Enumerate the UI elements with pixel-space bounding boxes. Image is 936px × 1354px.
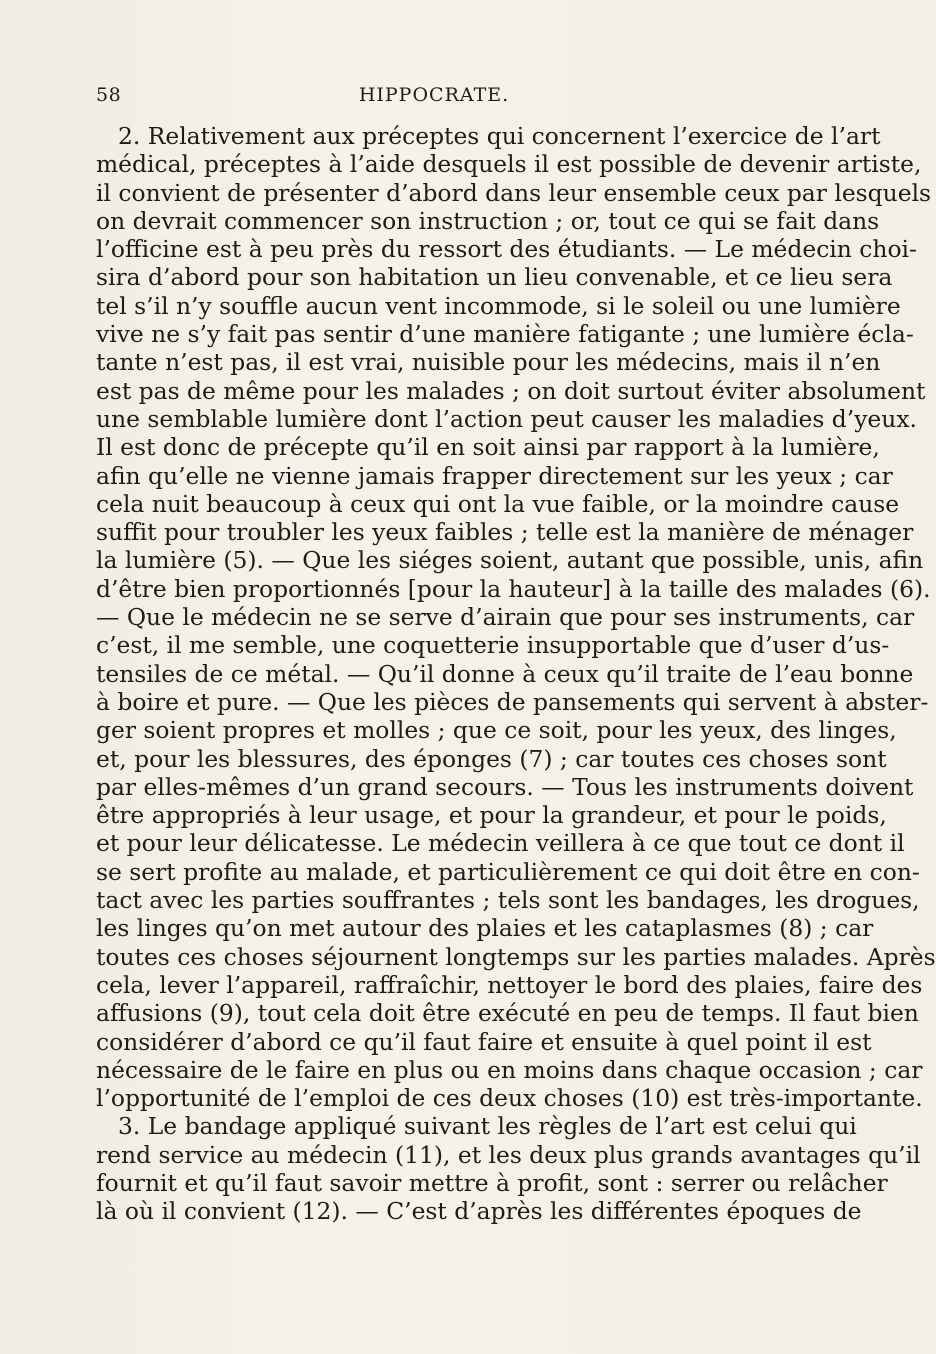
text-line: l’officine est à peu près du ressort des étudiants. — Le médecin choi- — [96, 235, 917, 264]
text-line: tante n’est pas, il est vrai, nuisible pour les médecins, mais il n’en — [96, 348, 881, 377]
page-number: 58 — [96, 84, 122, 106]
text-line: vive ne s’y fait pas sentir d’une manière fatigante ; une lumière écla- — [96, 320, 914, 349]
text-line: être appropriés à leur usage, et pour la grandeur, et pour le poids, — [96, 801, 887, 830]
text-line: une semblable lumière dont l’action peut causer les maladies d’yeux. — [96, 404, 917, 433]
text-line: la lumière (5). — Que les siéges soient, autant que possible, unis, afin — [96, 546, 924, 575]
text-line: là où il convient (12). — C’est d’après les différentes époques de — [96, 1197, 862, 1226]
text-line: on devrait commencer son instruction ; or, tout ce qui se fait dans — [96, 206, 880, 235]
text-line: ger soient propres et molles ; que ce soit, pour les yeux, des linges, — [96, 716, 897, 745]
running-title: HIPPOCRATE. — [358, 84, 510, 106]
text-line: suffit pour troubler les yeux faibles ; telle est la manière de ménager — [96, 518, 914, 547]
text-line: à boire et pure. — Que les pièces de pansements qui servent à abster- — [96, 687, 929, 716]
text-line: Il est donc de précepte qu’il en soit ainsi par rapport à la lumière, — [96, 433, 880, 462]
body-text — [96, 122, 936, 1226]
text-line: 2. Relativement aux préceptes qui concernent l’exercice de l’art — [118, 122, 881, 150]
text-line: est pas de même pour les malades ; on doit surtout éviter absolument — [96, 376, 926, 405]
text-line: tensiles de ce métal. — Qu’il donne à ceux qu’il traite de l’eau bonne — [96, 659, 914, 688]
text-line: cela nuit beaucoup à ceux qui ont la vue faible, or la moindre cause — [96, 489, 900, 518]
text-line: afin qu’elle ne vienne jamais frapper directement sur les yeux ; car — [96, 461, 893, 490]
text-line: il convient de présenter d’abord dans leur ensemble ceux par lesquels — [96, 178, 932, 207]
text-line: médical, préceptes à l’aide desquels il est possible de devenir artiste, — [96, 150, 922, 179]
text-line: sira d’abord pour son habitation un lieu convenable, et ce lieu sera — [96, 263, 893, 292]
text-line: l’opportunité de l’emploi de ces deux choses (10) est très-importante. — [96, 1084, 923, 1113]
text-line: par elles-mêmes d’un grand secours. — Tous les instruments doivent — [96, 772, 914, 801]
text-line: 3. Le bandage appliqué suivant les règles de l’art est celui qui — [118, 1112, 857, 1141]
text-line: c’est, il me semble, une coquetterie insupportable que d’user d’us- — [96, 631, 890, 660]
running-header — [96, 84, 772, 114]
text-line: — Que le médecin ne se serve d’airain que pour ses instruments, car — [96, 603, 915, 632]
text-line: toutes ces choses séjournent longtemps sur les parties malades. Après — [96, 942, 936, 971]
text-line: les linges qu’on met autour des plaies et les cataplasmes (8) ; car — [96, 914, 874, 943]
text-line: cela, lever l’appareil, raffraîchir, nettoyer le bord des plaies, faire des — [96, 970, 923, 999]
text-line: fournit et qu’il faut savoir mettre à profit, sont : serrer ou relâcher — [96, 1168, 888, 1197]
text-line: affusions (9), tout cela doit être exécuté en peu de temps. Il faut bien — [96, 999, 919, 1028]
text-line: rend service au médecin (11), et les deux plus grands avantages qu’il — [96, 1140, 921, 1169]
text-line: se sert profite au malade, et particulièrement ce qui doit être en con- — [96, 857, 920, 886]
text-line: et, pour les blessures, des éponges (7) ; car toutes ces choses sont — [96, 744, 887, 773]
text-line: tel s’il n’y souffle aucun vent incommode, si le soleil ou une lumière — [96, 291, 901, 320]
text-line: considérer d’abord ce qu’il faut faire et ensuite à quel point il est — [96, 1027, 872, 1056]
text-line: tact avec les parties souffrantes ; tels sont les bandages, les drogues, — [96, 886, 920, 915]
text-line: et pour leur délicatesse. Le médecin veillera à ce que tout ce dont il — [96, 829, 905, 858]
text-line: nécessaire de le faire en plus ou en moins dans chaque occasion ; car — [96, 1055, 923, 1084]
text-line: d’être bien proportionnés [pour la hauteur] à la taille des malades (6). — [96, 574, 931, 603]
